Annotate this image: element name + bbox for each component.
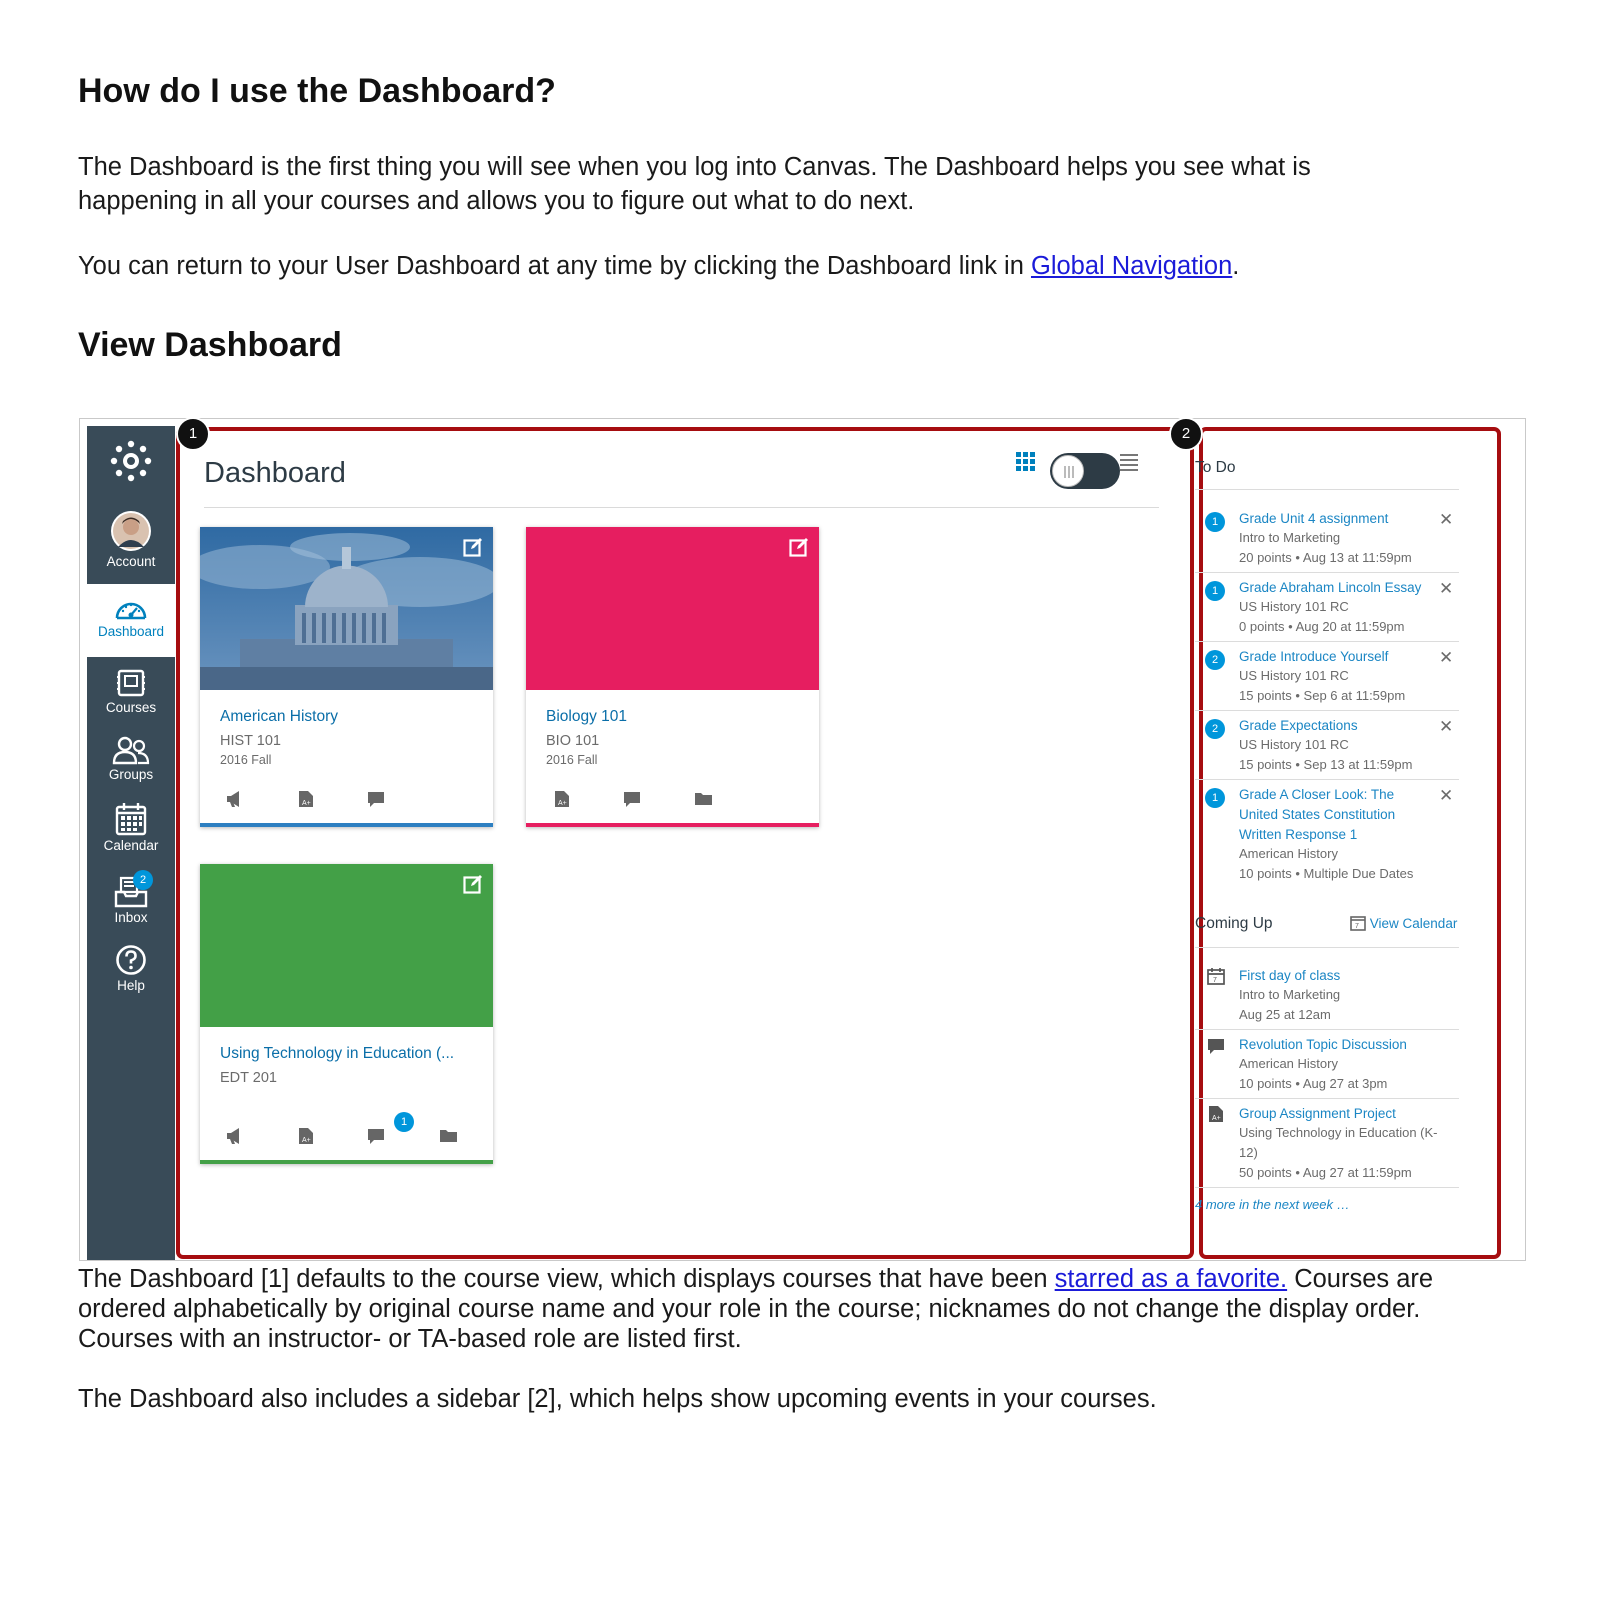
avatar: [110, 510, 152, 552]
todo-course: Intro to Marketing: [1239, 530, 1341, 545]
svg-text:7: 7: [1355, 923, 1359, 930]
todo-divider: [1195, 641, 1459, 642]
canvas-logo-icon: [110, 440, 152, 482]
edit-icon[interactable]: [789, 537, 809, 557]
todo-course: American History: [1239, 846, 1338, 861]
coming-divider: [1195, 1187, 1459, 1188]
card-color-bar: [200, 1160, 493, 1164]
view-calendar-link[interactable]: [1350, 915, 1457, 931]
dismiss-icon[interactable]: ✕: [1439, 648, 1454, 667]
nav-calendar[interactable]: [87, 802, 175, 853]
nav-courses-label: Courses: [105, 700, 157, 715]
coming-course: Intro to Marketing: [1239, 987, 1341, 1002]
coming-title[interactable]: Revolution Topic Discussion: [1239, 1037, 1407, 1052]
todo-divider: [1195, 779, 1459, 780]
coming-course: American History: [1239, 1056, 1338, 1071]
calendar-icon: [115, 802, 147, 836]
announcement-icon[interactable]: [226, 790, 244, 813]
toggle-knob: [1052, 455, 1084, 487]
para1-line-2: ordered alphabetically by original course name and your role in the course; nicknames do not change the display order.: [78, 1295, 1421, 1323]
todo-count-badge: 2: [1205, 650, 1225, 670]
card-color-bar: [200, 823, 493, 827]
todo-meta: 20 points • Aug 13 at 11:59pm: [1239, 550, 1412, 565]
card-view-icon[interactable]: [1016, 452, 1036, 472]
para2: The Dashboard also includes a sidebar [2], which helps show upcoming events in your courses.: [78, 1385, 1157, 1413]
coming-item[interactable]: [1195, 966, 1461, 1026]
callout-number-1: 1: [176, 417, 210, 451]
calendar-icon: [1207, 967, 1225, 985]
todo-divider: [1195, 572, 1459, 573]
starred-favorite-link[interactable]: starred as a favorite.: [1054, 1265, 1288, 1293]
page-title: How do I use the Dashboard?: [78, 72, 556, 110]
card-course-name[interactable]: Biology 101: [546, 708, 628, 725]
discussion-badge: 1: [394, 1112, 414, 1132]
todo-divider: [1195, 710, 1459, 711]
todo-title[interactable]: Grade A Closer Look: The United States Constitution Written Response 1: [1239, 787, 1396, 842]
assignment-icon: [1208, 1105, 1224, 1123]
para1-text-b: Courses are: [1287, 1265, 1434, 1293]
para1-line-3: Courses with an instructor- or TA-based role are listed first.: [78, 1325, 742, 1353]
dismiss-icon[interactable]: ✕: [1439, 510, 1454, 529]
todo-meta: 15 points • Sep 13 at 11:59pm: [1239, 757, 1413, 772]
discussion-icon: [1207, 1037, 1225, 1055]
nav-inbox-label: Inbox: [114, 910, 148, 925]
todo-title[interactable]: Grade Introduce Yourself: [1239, 649, 1389, 664]
todo-title[interactable]: Grade Abraham Lincoln Essay: [1239, 580, 1422, 595]
todo-item[interactable]: [1195, 509, 1461, 569]
svg-text:7: 7: [1213, 977, 1217, 984]
coming-item[interactable]: [1195, 1104, 1461, 1184]
para1-text-a: The Dashboard [1] defaults to the course view, which displays courses that have been: [78, 1265, 1055, 1293]
return-paragraph: [78, 249, 1239, 283]
todo-count-badge: 1: [1205, 512, 1225, 532]
calendar-icon: [1350, 915, 1366, 931]
groups-icon: [112, 735, 150, 765]
todo-item[interactable]: [1195, 578, 1461, 638]
nav-help[interactable]: [87, 944, 175, 993]
view-calendar-label[interactable]: View Calendar: [1369, 916, 1458, 931]
coming-course: Using Technology in Education (K-12): [1239, 1125, 1438, 1160]
nav-dashboard[interactable]: [87, 584, 175, 657]
help-icon: [115, 944, 147, 976]
coming-divider: [1195, 1098, 1459, 1099]
card-color-header: [200, 864, 493, 1027]
todo-course: US History 101 RC: [1239, 668, 1349, 683]
more-link[interactable]: 4 more in the next week …: [1195, 1197, 1350, 1212]
nav-courses[interactable]: [87, 668, 175, 715]
svg-text:A+: A+: [302, 1137, 311, 1144]
todo-meta: 10 points • Multiple Due Dates: [1239, 866, 1414, 881]
todo-course: US History 101 RC: [1239, 737, 1349, 752]
course-card[interactable]: [200, 864, 493, 1164]
todo-course: US History 101 RC: [1239, 599, 1349, 614]
coming-title[interactable]: First day of class: [1239, 968, 1341, 983]
todo-meta: 15 points • Sep 6 at 11:59pm: [1239, 688, 1406, 703]
nav-groups-label: Groups: [108, 767, 154, 782]
return-text: You can return to your User Dashboard at any time by clicking the Dashboard link in: [78, 252, 1031, 280]
nav-help-label: Help: [117, 978, 145, 993]
inbox-badge: 2: [133, 870, 153, 890]
announcement-icon[interactable]: [226, 1127, 244, 1150]
todo-count-badge: 1: [1205, 788, 1225, 808]
discussion-icon[interactable]: [623, 790, 641, 813]
svg-text:A+: A+: [558, 800, 567, 807]
card-term: 2016 Fall: [546, 753, 598, 767]
edit-icon[interactable]: [463, 537, 483, 557]
intro-line-1: The Dashboard is the first thing you will see when you log into Canvas. The Dashboard helps you see what is: [78, 153, 1311, 181]
dismiss-icon[interactable]: ✕: [1439, 786, 1454, 805]
coming-divider: [1195, 1029, 1459, 1030]
svg-text:A+: A+: [302, 800, 311, 807]
folder-icon[interactable]: [439, 1127, 458, 1148]
dashboard-title: Dashboard: [204, 457, 346, 489]
todo-title[interactable]: Grade Unit 4 assignment: [1239, 511, 1389, 526]
card-course-code: HIST 101: [220, 733, 281, 749]
course-card[interactable]: [526, 527, 819, 827]
courses-icon: [116, 668, 146, 698]
list-view-icon[interactable]: [1120, 453, 1138, 471]
nav-account[interactable]: [87, 510, 175, 569]
coming-title[interactable]: Group Assignment Project: [1239, 1106, 1396, 1121]
svg-text:A+: A+: [1212, 1115, 1221, 1122]
view-toggle[interactable]: [1050, 453, 1120, 489]
coming-item[interactable]: [1195, 1035, 1461, 1095]
card-course-name[interactable]: Using Technology in Education (...: [220, 1045, 455, 1062]
todo-title[interactable]: Grade Expectations: [1239, 718, 1358, 733]
discussion-icon[interactable]: [367, 790, 385, 813]
para1-line-1: [78, 1262, 1433, 1296]
coming-rule: [1195, 947, 1459, 948]
card-color-header: [526, 527, 819, 690]
coming-meta: Aug 25 at 12am: [1239, 1007, 1331, 1022]
capitol-image: [200, 527, 493, 690]
callout-number-2: 2: [1169, 417, 1203, 451]
todo-item[interactable]: [1195, 647, 1461, 707]
canvas-logo[interactable]: [87, 440, 175, 482]
todo-heading: To Do: [1195, 459, 1236, 476]
coming-meta: 10 points • Aug 27 at 3pm: [1239, 1076, 1388, 1091]
return-end: .: [1232, 252, 1240, 280]
global-navigation: [87, 426, 175, 1260]
card-term: 2016 Fall: [220, 753, 272, 767]
todo-item[interactable]: [1195, 716, 1461, 776]
edit-icon[interactable]: [463, 874, 483, 894]
dashboard-icon: [114, 596, 148, 622]
card-course-name[interactable]: American History: [220, 708, 338, 725]
coming-meta: 50 points • Aug 27 at 11:59pm: [1239, 1165, 1412, 1180]
global-navigation-link[interactable]: Global Navigation: [1030, 252, 1233, 280]
todo-meta: 0 points • Aug 20 at 11:59pm: [1239, 619, 1405, 634]
assignment-icon[interactable]: [298, 790, 314, 813]
intro-line-2: happening in all your courses and allows you to figure out what to do next.: [78, 187, 915, 215]
card-color-bar: [526, 823, 819, 827]
assignment-icon[interactable]: [554, 790, 570, 813]
header-divider: [204, 507, 1159, 508]
section-title: View Dashboard: [78, 326, 342, 364]
nav-calendar-label: Calendar: [103, 838, 159, 853]
todo-item[interactable]: [1195, 785, 1461, 885]
nav-inbox[interactable]: [87, 876, 175, 925]
assignment-icon[interactable]: [298, 1127, 314, 1150]
folder-icon[interactable]: [694, 790, 713, 811]
course-card[interactable]: [200, 527, 493, 827]
todo-count-badge: 1: [1205, 581, 1225, 601]
nav-groups[interactable]: [87, 735, 175, 782]
nav-account-label: Account: [106, 554, 156, 569]
nav-dashboard-label: Dashboard: [97, 624, 165, 639]
coming-up-heading: Coming Up: [1195, 915, 1273, 932]
dismiss-icon[interactable]: ✕: [1439, 717, 1454, 736]
card-course-code: EDT 201: [220, 1070, 277, 1086]
todo-rule: [1195, 489, 1459, 490]
todo-count-badge: 2: [1205, 719, 1225, 739]
card-course-code: BIO 101: [546, 733, 600, 749]
dismiss-icon[interactable]: ✕: [1439, 579, 1454, 598]
discussion-icon[interactable]: [367, 1127, 385, 1150]
